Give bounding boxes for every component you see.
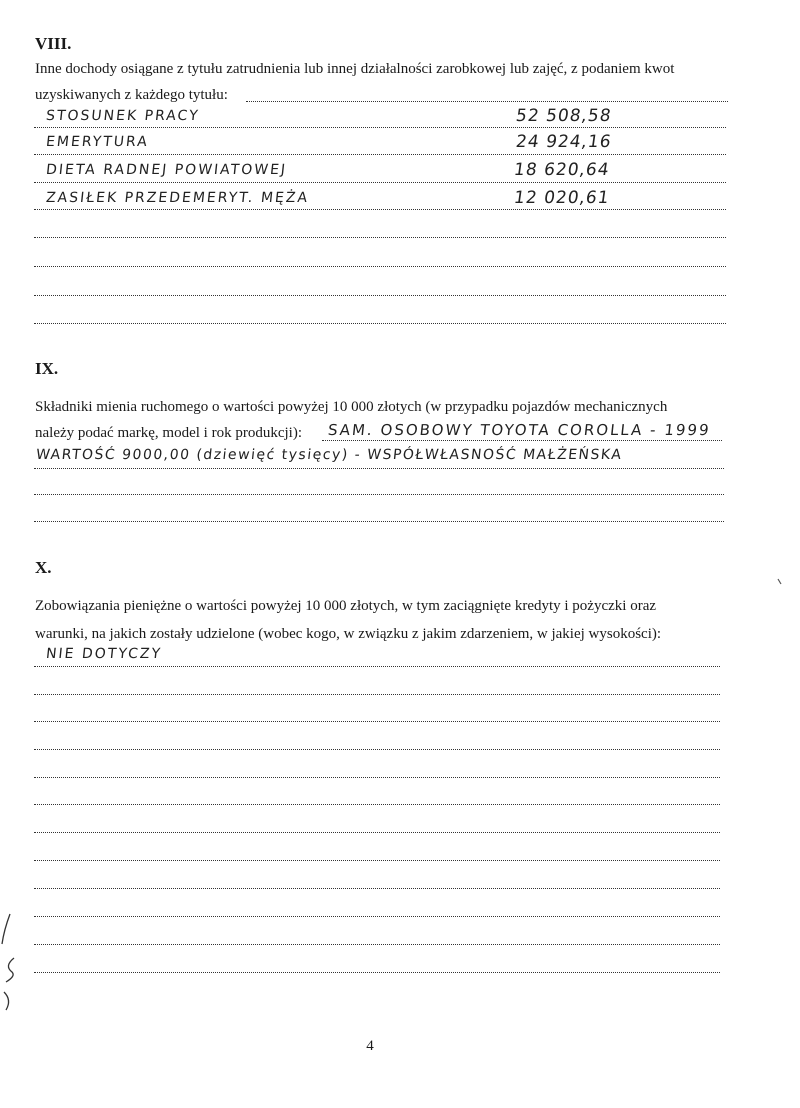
income-amount-2: 24 924,16 bbox=[514, 132, 613, 152]
section-ix-text-line2: należy podać markę, model i rok produkcji): bbox=[35, 425, 302, 441]
dotted-line bbox=[34, 209, 726, 210]
dotted-line bbox=[34, 721, 720, 722]
liabilities-answer: NIE DOTYCZY bbox=[45, 646, 163, 662]
page-number: 4 bbox=[366, 1038, 374, 1054]
dotted-line bbox=[34, 749, 720, 750]
dotted-line bbox=[34, 972, 720, 973]
dotted-line bbox=[322, 440, 722, 441]
dotted-line bbox=[34, 888, 720, 889]
section-ix-text-line1: Składniki mienia ruchomego o wartości powyżej 10 000 złotych (w przypadku pojazdów mechanicznych bbox=[35, 399, 668, 415]
dotted-line bbox=[34, 154, 726, 155]
section-x-text-line1: Zobowiązania pieniężne o wartości powyżej 10 000 złotych, w tym zaciągnięte kredyty i pożyczki oraz bbox=[35, 598, 657, 614]
section-viii-heading: VIII. bbox=[35, 34, 72, 53]
income-amount-3: 18 620,64 bbox=[512, 160, 611, 180]
dotted-line bbox=[34, 694, 720, 695]
dotted-line bbox=[34, 521, 724, 522]
movable-property-line1: SAM. OSOBOWY TOYOTA COROLLA - 1999 bbox=[327, 421, 712, 439]
dotted-line bbox=[34, 916, 720, 917]
section-x-text-line2: warunki, na jakich zostały udzielone (wobec kogo, w związku z jakim zdarzeniem, w jakiej wysokości): bbox=[35, 626, 662, 642]
dotted-line bbox=[34, 323, 726, 324]
income-title-1: STOSUNEK PRACY bbox=[45, 108, 201, 124]
section-x-heading: X. bbox=[35, 558, 52, 577]
income-title-4: ZASIŁEK PRZEDEMERYT. MĘŻA bbox=[45, 190, 310, 206]
dotted-line bbox=[34, 832, 720, 833]
income-amount-1: 52 508,58 bbox=[514, 106, 613, 126]
section-viii-text-line2: uzyskiwanych z każdego tytułu: bbox=[35, 87, 228, 103]
income-title-3: DIETA RADNEJ POWIATOWEJ bbox=[45, 162, 288, 178]
section-ix-heading: IX. bbox=[35, 359, 59, 378]
dotted-line bbox=[34, 266, 726, 267]
section-viii-text-line1: Inne dochody osiągane z tytułu zatrudnienia lub innej działalności zarobkowej lub zajęć, z podaniem kwot bbox=[35, 61, 675, 77]
dotted-line bbox=[34, 295, 726, 296]
dotted-line bbox=[34, 127, 726, 128]
dotted-line bbox=[34, 804, 720, 805]
stray-mark bbox=[776, 578, 784, 586]
dotted-line bbox=[34, 860, 720, 861]
dotted-line bbox=[34, 468, 724, 469]
dotted-line bbox=[34, 237, 726, 238]
income-title-2: EMERYTURA bbox=[45, 134, 150, 150]
dotted-line bbox=[34, 777, 720, 778]
dotted-line bbox=[34, 666, 720, 667]
dotted-line bbox=[34, 494, 724, 495]
income-amount-4: 12 020,61 bbox=[512, 188, 611, 208]
dotted-line bbox=[34, 944, 720, 945]
dotted-line bbox=[246, 101, 728, 102]
dotted-line bbox=[34, 182, 726, 183]
movable-property-line2: WARTOŚĆ 9000,00 (dziewięć tysięcy) - WSPÓŁWŁASNOŚĆ MAŁŻEŃSKA bbox=[35, 447, 624, 463]
margin-signature-mark bbox=[0, 910, 22, 1020]
